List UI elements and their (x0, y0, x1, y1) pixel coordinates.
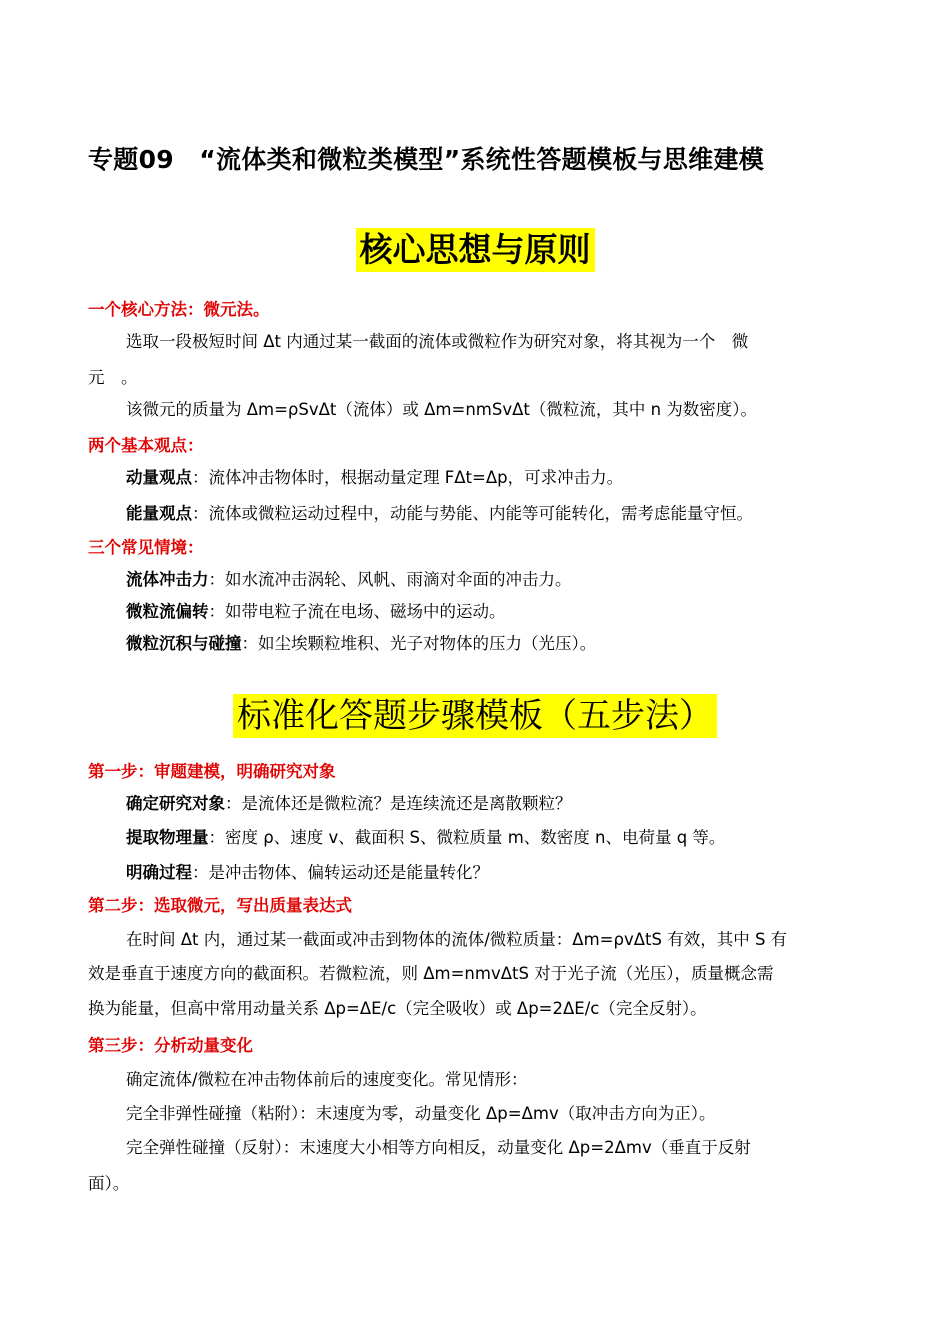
method-line: 元 。 (88, 368, 138, 387)
step1-text: ：是流体还是微粒流？是连续流还是离散颗粒？ (225, 794, 572, 813)
view-text: ：流体或微粒运动过程中，动能与势能、内能等可能转化，需考虑能量守恒。 (192, 504, 753, 523)
step1-text: ：密度 ρ、速度 v、截面积 S、微粒质量 m、数密度 n、电荷量 q 等。 (208, 828, 726, 847)
step3-title: 第三步：分析动量变化 (88, 1036, 253, 1055)
step2-line: 在时间 Δt 内，通过某一截面或冲击到物体的流体/微粒质量：Δm=ρvΔtS 有效，其中 S 有 (126, 930, 788, 949)
views-title: 两个基本观点： (88, 436, 204, 455)
step1-text: ：是冲击物体、偏转运动还是能量转化？ (192, 863, 489, 882)
step1-title: 第一步：审题建模，明确研究对象 (88, 762, 336, 781)
view-item (126, 466, 866, 490)
step2-line: 效是垂直于速度方向的截面积。若微粒流，则 Δm=nmvΔtS 对于光子流（光压），质量概念需 (88, 964, 774, 983)
step2-line: 换为能量，但高中常用动量关系 Δp=ΔE/c（完全吸收）或 Δp=2ΔE/c（完全反射）。 (88, 999, 707, 1018)
view-text: ：流体冲击物体时，根据动量定理 FΔt=Δp，可求冲击力。 (192, 468, 624, 487)
view-item (126, 502, 866, 526)
case-label: 微粒沉积与碰撞 (126, 634, 242, 653)
document-title: 专题09 “流体类和微粒类模型”系统性答题模板与思维建模 (88, 145, 765, 174)
case-text: ：如带电粒子流在电场、磁场中的运动。 (208, 602, 506, 621)
case-text: ：如尘埃颗粒堆积、光子对物体的压力（光压）。 (241, 634, 597, 653)
highlighted-heading: 标准化答题步骤模板（五步法） (233, 694, 717, 738)
step1-item (126, 792, 866, 816)
cases-title: 三个常见情境： (88, 538, 204, 557)
step3-line: 面）。 (88, 1174, 130, 1193)
case-label: 流体冲击力 (126, 570, 209, 589)
step3-line: 完全弹性碰撞（反射）：末速度大小相等方向相反，动量变化 Δp=2Δmv（垂直于反射 (126, 1138, 751, 1157)
method-line: 该微元的质量为 Δm=ρSvΔt（流体）或 Δm=nmSvΔt（微粒流，其中 n 为数密度）。 (126, 400, 758, 419)
case-item (126, 632, 866, 656)
method-line: 选取一段极短时间 Δt 内通过某一截面的流体或微粒作为研究对象，将其视为一个 微 (126, 332, 749, 351)
case-label: 微粒流偏转 (126, 602, 209, 621)
step1-label: 确定研究对象 (126, 794, 225, 813)
highlighted-heading: 核心思想与原则 (356, 228, 595, 272)
method-title: 一个核心方法：微元法。 (88, 300, 270, 319)
section-heading-steps (0, 694, 950, 738)
step1-item (126, 826, 866, 850)
step3-line: 完全非弹性碰撞（粘附）：末速度为零，动量变化 Δp=Δmv（取冲击方向为正）。 (126, 1104, 716, 1123)
view-label: 动量观点 (126, 468, 192, 487)
case-item (126, 568, 866, 592)
step1-label: 明确过程 (126, 863, 192, 882)
case-item (126, 600, 866, 624)
step3-line: 确定流体/微粒在冲击物体前后的速度变化。常见情形： (126, 1070, 528, 1089)
section-heading-core (0, 228, 950, 272)
step1-item (126, 861, 866, 885)
step1-label: 提取物理量 (126, 828, 209, 847)
step2-title: 第二步：选取微元，写出质量表达式 (88, 896, 352, 915)
view-label: 能量观点 (126, 504, 192, 523)
case-text: ：如水流冲击涡轮、风帆、雨滴对伞面的冲击力。 (208, 570, 572, 589)
